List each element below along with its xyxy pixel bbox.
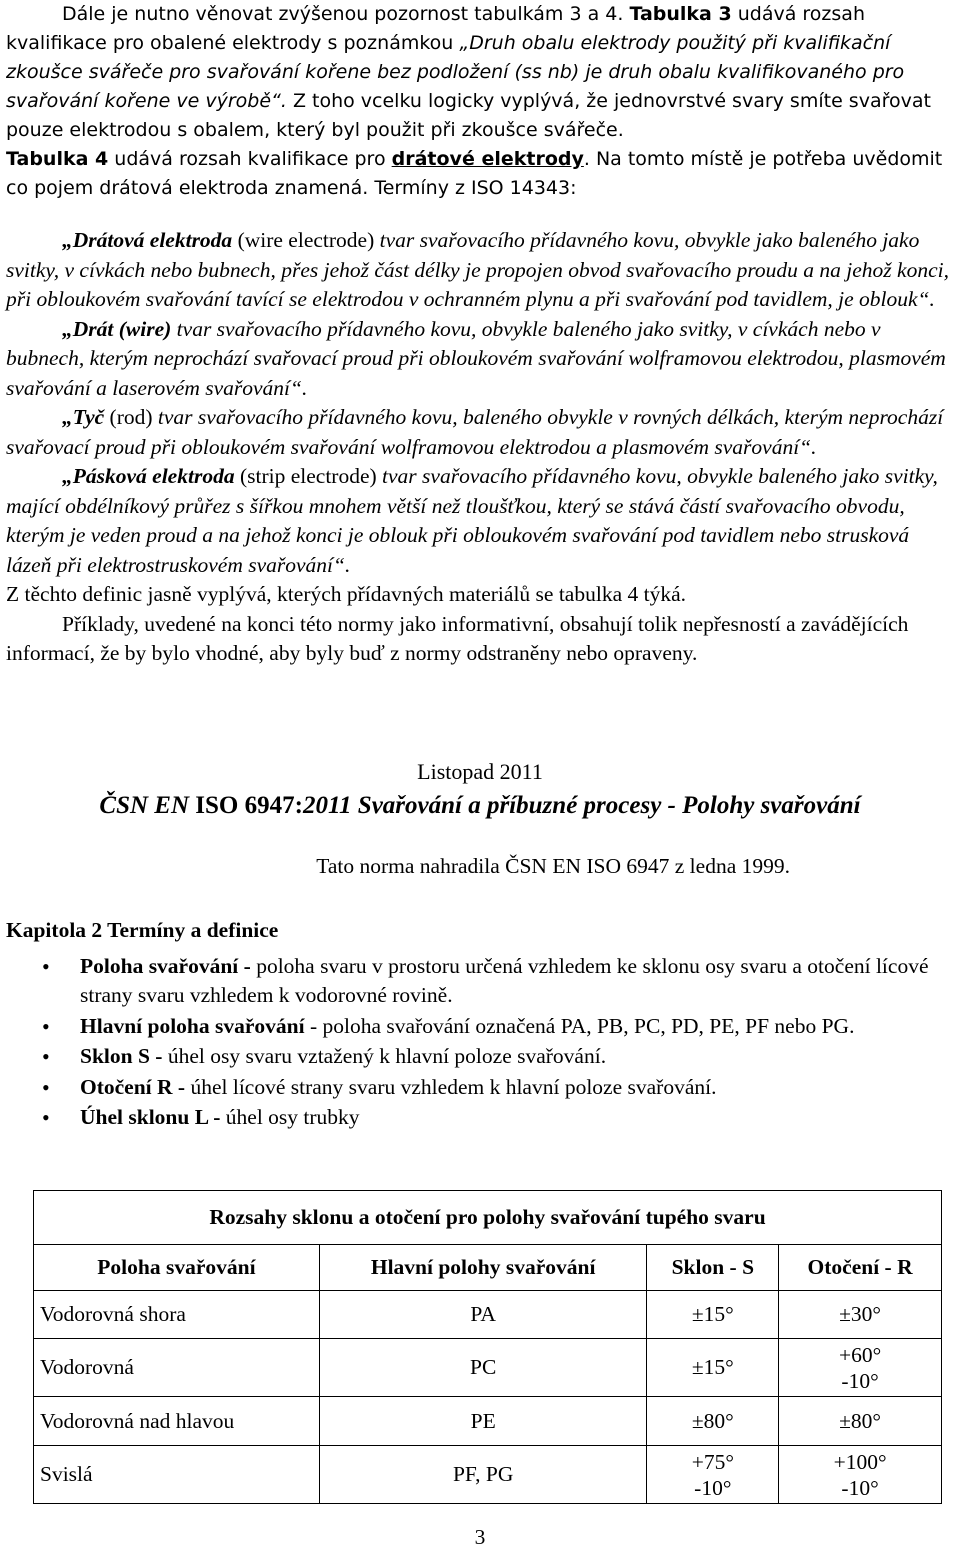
definition-wire [6,315,954,404]
table-row [34,1339,942,1397]
norm-date: Listopad 2011 [417,759,543,784]
table4-text: . Na tomto místě je potřeba uvědomit co pojem drátová elektroda znamená. Termíny z ISO 14343: [6,148,943,199]
table4-label: Tabulka 4 [6,148,109,170]
list-term: Sklon S - [80,1044,168,1068]
norm-replaces: Tato norma nahradila ČSN EN ISO 6947 z ledna 1999. [316,854,790,878]
table-caption: Rozsahy sklonu a otočení pro polohy svařování tupého svaru [34,1191,942,1245]
norm-title [6,791,954,821]
norm-notice [6,757,954,882]
cell-slope: ±15° [647,1291,779,1339]
definition-strip-electrode [6,462,954,580]
cell-value: -10° [841,1475,879,1500]
definition-text: tvar svařovacího přídavného kovu, obvykle jako baleného jako svitky, v cívkách nebo bubnech, přes jehož část délky je propojen obvod svařovacího proudu a na jehož konci, při obloukovém svařování tavící se elektrodou v ochranném plynu a při svařování pod tavidlem, je oblouk“. [6,228,949,311]
table4-text: udává rozsah kvalifikace pro [108,148,392,170]
definitions-section [6,226,954,669]
list-item [6,1012,954,1042]
norm-title-part: 2011 Svařování a příbuzné procesy - Polohy svařování [302,791,861,819]
definition-text: tvar svařovacího přídavného kovu, baleného obvykle v rovných délkách, kterým neprochází svařovací proud při obloukovém svařování wolframovou elektrodou a plasmovém svařování“. [6,405,944,459]
column-header: Hlavní polohy svařování [319,1245,647,1291]
intro-text: Z toho vcelku logicky vyplývá, že jednovrstvé svary smíte svařovat pouze elektrodou s obalem, který byl použit při zkoušce svářeče. [6,90,931,141]
definition-term: „Tyč [62,405,105,429]
cell-rotation [779,1339,942,1397]
list-text: - poloha svařování označená PA, PB, PC, PD, PE, PF nebo PG. [304,1013,855,1038]
definition-rod [6,403,954,462]
list-item [6,1103,954,1133]
cell-rotation: ±30° [779,1291,942,1339]
norm-title-part: ČSN EN [99,791,190,819]
list-item [6,1073,954,1103]
cell-position: Svislá [34,1446,320,1504]
intro-section [6,0,954,203]
definition-paren: (rod) [104,405,158,429]
intro-text: Dále je nutno věnovat zvýšenou pozornost tabulkám 3 a 4. [62,3,630,25]
cell-value: +60° [838,1342,882,1367]
list-text: poloha svaru v prostoru určená vzhledem ke sklonu osy svaru a otočení lícové strany svaru vzhledem k vodorovné rovině. [80,953,929,1007]
cell-main-position: PC [319,1339,647,1397]
table-row [34,1291,942,1339]
cell-rotation: ±80° [779,1397,942,1446]
list-text: úhel osy svaru vztažený k hlavní poloze svařování. [167,1044,607,1068]
list-text: úhel lícové strany svaru vzhledem k hlavní poloze svařování. [190,1074,717,1099]
definition-list [6,952,954,1133]
table4-paragraph [6,145,954,203]
cell-main-position: PF, PG [319,1446,647,1504]
cell-position: Vodorovná shora [34,1291,320,1339]
column-header: Poloha svařování [34,1245,320,1291]
list-term: Otočení R - [80,1074,191,1099]
table3-label: Tabulka 3 [629,3,732,25]
definition-wire-electrode [6,226,954,315]
definition-text: tvar svařovacího přídavného kovu, obvykle baleného jako svitky, mající obdélníkový průřez s šířkou mnohem větší než tloušťkou, který se stává částí svařovacího obvodu, kterým je veden proud a na jehož konci je oblouk při obloukovém svařování pod tavidlem nebo strusková lázeň při elektrostruskovém svařování“. [6,464,938,577]
positions-table [33,1190,942,1504]
definition-term: „Drátová elektroda [62,228,233,252]
chapter-heading: Kapitola 2 Termíny a definice [6,918,279,942]
column-header: Sklon - S [647,1245,779,1291]
cell-position: Vodorovná nad hlavou [34,1397,320,1446]
definition-paren: (wire electrode) [232,228,380,252]
column-header: Otočení - R [779,1245,942,1291]
definition-paren: (strip electrode) [234,464,383,488]
cell-slope: ±15° [647,1339,779,1397]
wire-electrodes-link: drátové elektrody [391,148,584,170]
cell-value: -10° [694,1475,732,1500]
definition-term: „Pásková elektroda [62,464,235,488]
table-row [34,1446,942,1504]
intro-quote: „Druh obalu elektrody použitý při kvalifikační zkoušce svářeče pro svařování kořene bez podložení (ss nb) je druh obalu kvalifikovaného pro svařování kořene ve výrobě“. [6,32,905,112]
intro-paragraph [6,0,954,145]
list-term: Hlavní poloha svařování [80,1013,305,1038]
cell-main-position: PA [319,1291,647,1339]
conclusion-paragraph: Z těchto definic jasně vyplývá, kterých přídavných materiálů se tabulka 4 týká. [6,582,687,606]
table-row [34,1397,942,1446]
norm-title-part: ISO 6947: [189,791,303,819]
list-item [6,952,954,1011]
examples-paragraph: Příklady, uvedené na konci této normy jako informativní, obsahují tolik nepřesností a zavádějících informací, že by bylo vhodné, aby byly buď z normy odstraněny nebo opraveny. [6,611,909,665]
list-term: Poloha svařování - [80,953,257,978]
definition-text: tvar svařovacího přídavného kovu, obvykle baleného jako svitky, v cívkách nebo v bubnech, kterým neprochází svařovací proud při obloukovém svařování wolframovou elektrodou, plasmovém svařování a laserovém svařování“. [6,316,946,400]
chapter-section [6,916,954,1134]
cell-value: +100° [833,1449,887,1474]
cell-value: +75° [691,1449,734,1474]
list-text: úhel osy trubky [225,1105,360,1129]
cell-main-position: PE [319,1397,647,1446]
definition-term: „Drát (wire) [62,316,172,341]
list-item [6,1042,954,1072]
page-number: 3 [474,1525,486,1549]
cell-value: -10° [841,1368,879,1393]
cell-rotation [779,1446,942,1504]
cell-slope: ±80° [647,1397,779,1446]
intro-text: udává rozsah kvalifikace pro obalené elektrody s poznámkou [6,3,865,54]
cell-position: Vodorovná [34,1339,320,1397]
cell-slope [647,1446,779,1504]
list-term: Úhel sklonu L - [80,1105,226,1129]
